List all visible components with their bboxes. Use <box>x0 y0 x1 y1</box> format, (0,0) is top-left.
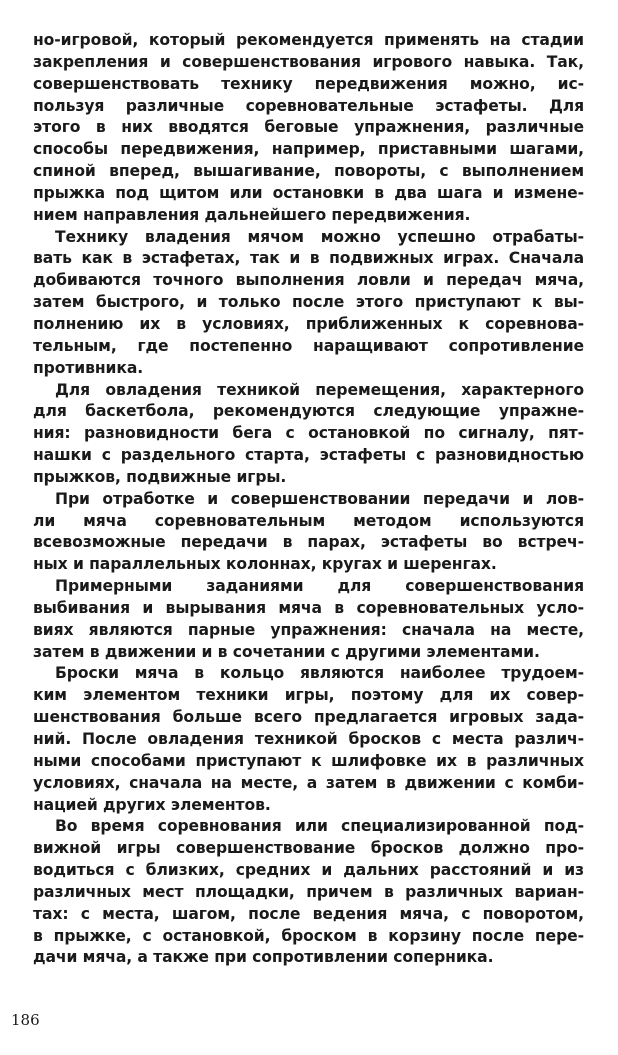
text-line: При отработке и совершенствовании передачи и лов- <box>55 489 584 508</box>
text-line: условиях, сначала на месте, а затем в движении с комби- <box>33 773 584 792</box>
text-line: Технику владения мячом можно успешно отрабаты- <box>55 227 584 246</box>
text-line: шенствования больше всего предлагается игровых зада- <box>33 708 584 727</box>
text-line: водиться с близких, средних и дальних расстояний и из <box>33 861 584 880</box>
text-line: ли мяча соревновательным методом используются <box>33 511 584 530</box>
text-line: в прыжке, с остановкой, броском в корзину после пере- <box>33 926 584 945</box>
text-line: выбивания и вырывания мяча в соревновательных усло- <box>33 598 584 617</box>
text-line: добиваются точного выполнения ловли и передач мяча, <box>33 271 584 290</box>
text-line: нашки с раздельного старта, эстафеты с разновидностью <box>33 446 584 465</box>
text-line: но-игровой, который рекомендуется применять на стадии <box>33 31 584 49</box>
text-line: тах: с места, шагом, после ведения мяча, с поворотом, <box>33 904 584 923</box>
text-line: затем быстрого, и только после этого приступают к вы- <box>33 293 584 312</box>
text-line: вижной игры совершенствование бросков должно про- <box>33 839 584 858</box>
text-line: прыжка под щитом или остановки в два шага и измене- <box>33 183 584 202</box>
text-line: противника. <box>33 358 144 377</box>
page-number: 186 <box>11 1011 40 1029</box>
text-line: ными способами приступают к шлифовке их в различных <box>33 751 584 770</box>
text-line: для баскетбола, рекомендуются следующие упражне- <box>33 402 584 421</box>
text-line: Броски мяча в кольцо являются наиболее трудоем- <box>55 664 584 683</box>
paragraph <box>33 663 584 816</box>
text-line: нацией других элементов. <box>33 795 271 814</box>
text-line: пользуя различные соревновательные эстафеты. Для <box>33 96 584 115</box>
paragraph <box>33 227 584 380</box>
text-line: Примерными заданиями для совершенствования <box>55 577 584 596</box>
text-line: ний. После овладения техникой бросков с места различ- <box>33 730 584 748</box>
text-line: полнению их в условиях, приближенных к соревнова- <box>33 314 584 333</box>
text-line: вать как в эстафетах, так и в подвижных играх. Сначала <box>33 249 584 268</box>
text-line: Во время соревнования или специализированной под- <box>55 817 584 836</box>
text-line: тельным, где постепенно наращивают сопротивление <box>33 336 584 355</box>
paragraph <box>33 380 584 489</box>
paragraph <box>33 489 584 576</box>
text-line: нием направления дальнейшего передвижения. <box>33 205 471 224</box>
text-line: спиной вперед, вышагивание, повороты, с выполнением <box>33 162 584 181</box>
body-text <box>33 30 584 969</box>
text-line: этого в них вводятся беговые упражнения, различные <box>33 118 584 137</box>
text-line: всевозможные передачи в парах, эстафеты во встреч- <box>33 533 584 552</box>
text-line: закрепления и совершенствования игрового навыка. Так, <box>33 52 584 71</box>
text-line: ким элементом техники игры, поэтому для их совер- <box>33 686 584 705</box>
paragraph <box>33 576 584 663</box>
text-line: совершенствовать технику передвижения можно, ис- <box>33 74 584 93</box>
text-line: способы передвижения, например, приставными шагами, <box>33 140 584 159</box>
text-line: ния: разновидности бега с остановкой по сигналу, пят- <box>33 424 584 443</box>
text-line: Для овладения техникой перемещения, характерного <box>55 380 584 399</box>
paragraph <box>33 30 584 227</box>
text-line: затем в движении и в сочетании с другими элементами. <box>33 642 540 661</box>
text-line: прыжков, подвижные игры. <box>33 467 287 486</box>
text-line: различных мест площадки, причем в различных вариан- <box>33 882 584 901</box>
text-line: ных и параллельных колоннах, кругах и шеренгах. <box>33 555 497 574</box>
text-line: виях являются парные упражнения: сначала на месте, <box>33 620 584 639</box>
paragraph <box>33 816 584 969</box>
text-line: дачи мяча, а также при сопротивлении соперника. <box>33 948 494 967</box>
